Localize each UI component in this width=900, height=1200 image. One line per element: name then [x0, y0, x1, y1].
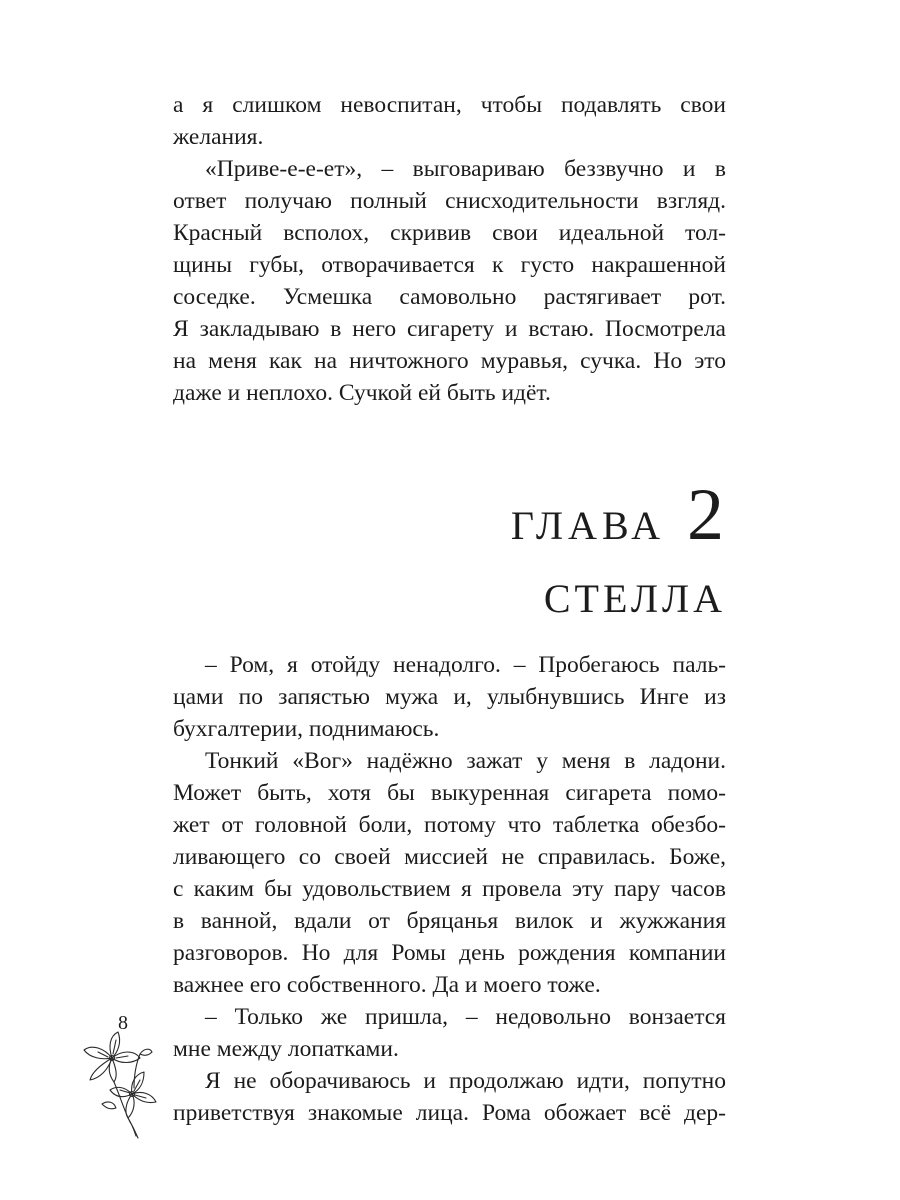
- chapter-number: 2: [687, 474, 724, 556]
- text-line: с каким бы удовольствием я провела эту пару часов: [173, 876, 726, 902]
- text-line: бухгалтерии, поднимаюсь.: [173, 716, 440, 742]
- text-line: ответ получаю полный снисходительности взгляд.: [173, 188, 726, 214]
- text-line: цами по запястью мужа и, улыбнувшись Инге из: [173, 684, 726, 710]
- text-line: даже и неплохо. Сучкой ей быть идёт.: [173, 380, 551, 406]
- text-line: Я не оборачиваюсь и продолжаю идти, попутно: [205, 1068, 726, 1094]
- text-line: разговоров. Но для Ромы день рождения компании: [173, 940, 726, 966]
- chapter-label: ГЛАВА: [510, 503, 665, 548]
- text-line: Тонкий «Вог» надёжно зажат у меня в ладони.: [205, 748, 726, 774]
- text-line: желания.: [173, 124, 264, 150]
- flower-upper-icon: [84, 1032, 140, 1082]
- text-line: соседке. Усмешка самовольно растягивает рот.: [173, 284, 726, 310]
- text-line: Я закладываю в него сигарету и встаю. Посмотрела: [173, 316, 726, 342]
- text-line: «Приве-е-е-ет», – выговариваю беззвучно и в: [205, 156, 726, 182]
- text-line: в ванной, вдали от бряцанья вилок и жужжания: [173, 908, 726, 934]
- text-line: на меня как на ничтожного муравья, сучка. Но это: [173, 348, 726, 374]
- chapter-title: СТЕЛЛА: [543, 576, 726, 621]
- text-line: Красный всполох, скривив свои идеальной тол-: [173, 220, 726, 246]
- flower-sketch-icon: [78, 1028, 166, 1140]
- text-line: мне между лопатками.: [173, 1036, 399, 1062]
- page-number: 8: [118, 1012, 128, 1034]
- text-line: Может быть, хотя бы выкуренная сигарета помо-: [173, 780, 726, 806]
- text-line: ливающего со своей миссией не справилась. Боже,: [173, 844, 726, 870]
- text-line: жет от головной боли, потому что таблетка обезбо-: [173, 812, 726, 838]
- flower-lower-icon: [110, 1072, 156, 1118]
- text-line: – Ром, я отойду ненадолго. – Пробегаюсь паль-: [205, 652, 726, 678]
- text-line: приветствуя знакомые лица. Рома обожает всё дер-: [173, 1100, 726, 1126]
- text-line: а я слишком невоспитан, чтобы подавлять свои: [173, 92, 726, 118]
- chapter-heading: [510, 474, 724, 556]
- text-line: щины губы, отворачивается к густо накрашенной: [173, 252, 726, 278]
- text-line: – Только же пришла, – недовольно вонзается: [205, 1004, 726, 1030]
- text-line: важнее его собственного. Да и моего тоже.: [173, 972, 601, 998]
